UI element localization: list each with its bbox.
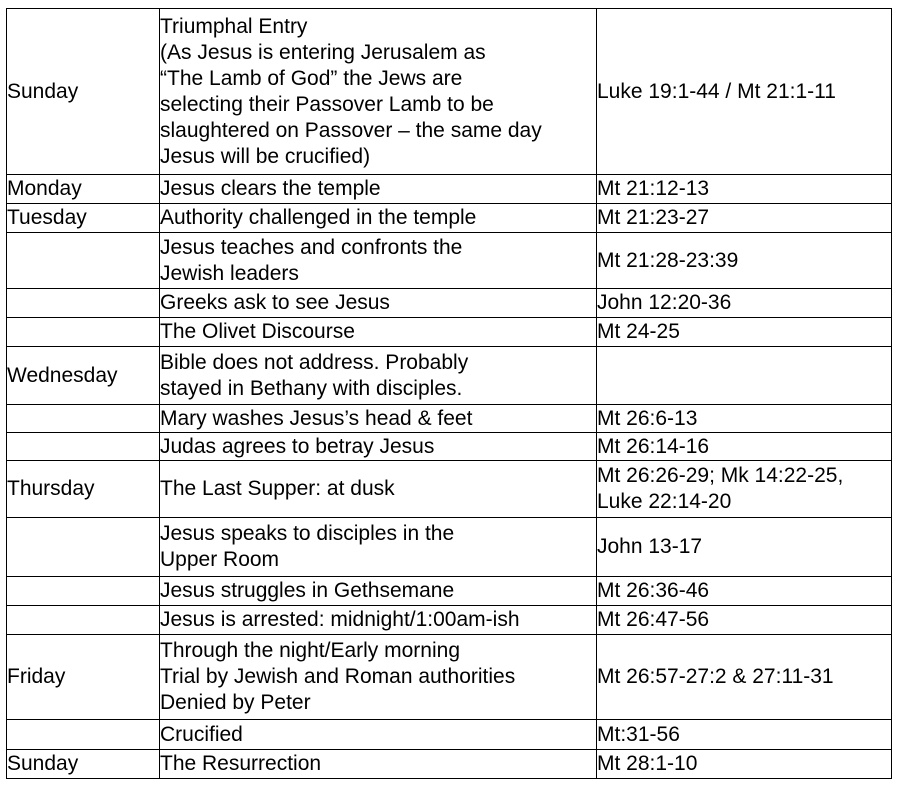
table-row — [7, 233, 892, 289]
reference-cell — [597, 347, 892, 405]
day-cell — [7, 518, 160, 577]
event-cell: The Olivet Discourse — [160, 318, 597, 347]
passion-week-table — [6, 8, 892, 779]
day-cell — [7, 720, 160, 750]
table-row — [7, 635, 892, 720]
event-cell: Jesus struggles in Gethsemane — [160, 577, 597, 606]
reference-cell: Mt 24-25 — [597, 318, 892, 347]
table-row — [7, 750, 892, 779]
event-cell: Jesus speaks to disciples in the Upper Room — [160, 518, 597, 577]
table-row — [7, 405, 892, 433]
table-row — [7, 461, 892, 518]
day-cell — [7, 405, 160, 433]
event-cell: Jesus teaches and confronts the Jewish leaders — [160, 233, 597, 289]
reference-cell: Mt 26:36-46 — [597, 577, 892, 606]
table-row — [7, 433, 892, 461]
event-cell: The Last Supper: at dusk — [160, 461, 597, 518]
reference-cell: Mt 28:1-10 — [597, 750, 892, 779]
reference-cell: Mt 26:47-56 — [597, 606, 892, 635]
table-row — [7, 204, 892, 233]
event-cell: Jesus clears the temple — [160, 175, 597, 204]
day-cell — [7, 289, 160, 318]
reference-cell: Mt 21:23-27 — [597, 204, 892, 233]
day-cell — [7, 318, 160, 347]
event-cell: Triumphal Entry (As Jesus is entering Jerusalem as “The Lamb of God” the Jews are selecting their Passover Lamb to be slaughtered on Passover – the same day Jesus will be crucified) — [160, 9, 597, 175]
reference-cell: Mt 21:12-13 — [597, 175, 892, 204]
reference-cell: Mt 26:6-13 — [597, 405, 892, 433]
event-cell: Judas agrees to betray Jesus — [160, 433, 597, 461]
event-cell: The Resurrection — [160, 750, 597, 779]
event-cell: Bible does not address. Probably stayed in Bethany with disciples. — [160, 347, 597, 405]
event-cell: Through the night/Early morning Trial by Jewish and Roman authorities Denied by Peter — [160, 635, 597, 720]
reference-cell: Mt 26:57-27:2 & 27:11-31 — [597, 635, 892, 720]
reference-cell: Mt 26:26-29; Mk 14:22-25, Luke 22:14-20 — [597, 461, 892, 518]
reference-cell: John 12:20-36 — [597, 289, 892, 318]
table-row — [7, 577, 892, 606]
table-row — [7, 289, 892, 318]
day-cell: Thursday — [7, 461, 160, 518]
table-row — [7, 518, 892, 577]
table-row — [7, 9, 892, 175]
event-cell: Crucified — [160, 720, 597, 750]
event-cell: Jesus is arrested: midnight/1:00am-ish — [160, 606, 597, 635]
table-row — [7, 720, 892, 750]
event-cell: Mary washes Jesus’s head & feet — [160, 405, 597, 433]
reference-cell: Mt 26:14-16 — [597, 433, 892, 461]
table-row — [7, 606, 892, 635]
day-cell: Wednesday — [7, 347, 160, 405]
reference-cell: Mt 21:28-23:39 — [597, 233, 892, 289]
day-cell — [7, 577, 160, 606]
reference-cell: Luke 19:1-44 / Mt 21:1-11 — [597, 9, 892, 175]
day-cell — [7, 606, 160, 635]
day-cell — [7, 433, 160, 461]
event-cell: Greeks ask to see Jesus — [160, 289, 597, 318]
table-row — [7, 347, 892, 405]
day-cell: Tuesday — [7, 204, 160, 233]
day-cell: Friday — [7, 635, 160, 720]
day-cell — [7, 233, 160, 289]
event-cell: Authority challenged in the temple — [160, 204, 597, 233]
reference-cell: John 13-17 — [597, 518, 892, 577]
day-cell: Monday — [7, 175, 160, 204]
table-row — [7, 318, 892, 347]
day-cell: Sunday — [7, 9, 160, 175]
table-row — [7, 175, 892, 204]
day-cell: Sunday — [7, 750, 160, 779]
reference-cell: Mt:31-56 — [597, 720, 892, 750]
